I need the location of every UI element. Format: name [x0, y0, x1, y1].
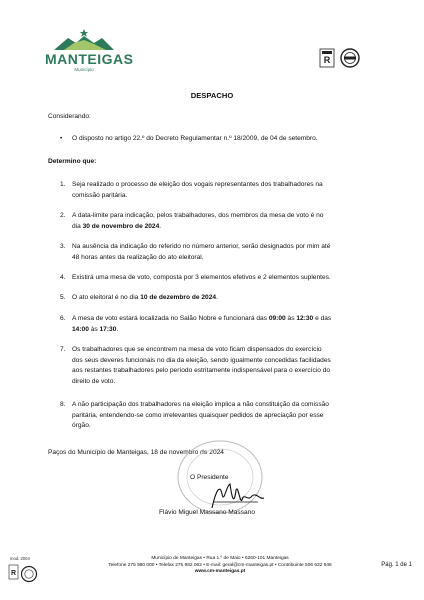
item-number: 3. [60, 243, 66, 250]
item-line: direito de voto. [72, 377, 116, 385]
footer-line: Telefone 275 980 000 • Telefax 275 982 062 • E-mail: geral@cm-manteigas.pt • Contribuinte 506 632 948 [108, 562, 332, 568]
item-line [72, 222, 372, 233]
mountain-logo-icon [54, 26, 114, 50]
signatory-name: Flávio Miguel Massano Massano [159, 509, 256, 516]
item-line: comissão paritária. [72, 191, 128, 199]
list-item [72, 400, 372, 432]
list-item [72, 211, 372, 232]
svg-text:R: R [10, 570, 17, 577]
item-text: . [159, 222, 162, 230]
footer-address [60, 556, 380, 576]
item-number: 1. [60, 181, 66, 188]
time-value: 09:00 [268, 315, 286, 322]
item-number: 8. [60, 401, 66, 408]
page-number: Pág. 1 de 1 [381, 562, 412, 568]
considerando-label: Considerando: [48, 113, 91, 120]
list-item [72, 273, 372, 284]
item-line [72, 325, 372, 336]
item-text: . [116, 325, 119, 333]
list-item [72, 293, 372, 304]
logo-name: MANTEIGAS [45, 51, 134, 67]
cert-letter: R [323, 55, 331, 65]
list-item [72, 345, 372, 387]
logo-subtitle: Município [74, 67, 94, 72]
item-number: 7. [60, 346, 66, 353]
footer-website-link[interactable]: www.cm-manteigas.pt [194, 569, 246, 574]
footer-line: Município de Manteigas • Rua 1.º de Maio • 6260-101 Manteigas [151, 556, 289, 561]
item-line [72, 314, 372, 325]
item-line: Seja realizado o processo de eleição dos vogais representantes dos trabalhadores na [72, 181, 323, 188]
signatory-role: O Presidente [190, 474, 229, 481]
list-item [72, 180, 372, 201]
item-line: 48 horas antes da realização do ato eleitoral. [72, 253, 204, 261]
item-line: A data-limite para indicação, pelos trabalhadores, dos membros da mesa de voto é no [72, 212, 324, 219]
item-number: 2. [60, 212, 66, 219]
item-line: aos restantes trabalhadores pelo período estritamente indispensável para o exercício do [72, 367, 331, 374]
item-line: A não participação dos trabalhadores na eleição implica a não constituição da comissão [72, 401, 329, 408]
item-text: às [88, 325, 100, 333]
list-item [72, 314, 372, 335]
item-text: O ato eleitoral é no dia [72, 294, 141, 301]
time-value: 14:00 [72, 325, 89, 333]
item-text: e das [313, 315, 332, 322]
closing-line: Paços do Município de Manteigas, 18 de novembro de 2024 [48, 449, 224, 456]
item-line: órgão. [72, 422, 91, 429]
item-text: . [216, 294, 218, 301]
item-line: dos seus deveres funcionais no dia da eleição, sendo igualmente concedidas facilidades [72, 356, 331, 364]
item-number: 4. [60, 274, 66, 281]
item-text: A mesa de voto estará localizada no Salão Nobre e funcionará das [72, 315, 269, 322]
list-item [72, 242, 372, 263]
document-title: DESPACHO [190, 91, 234, 100]
item-line: paritária, entendendo-se como irrelevantes quaisquer pedidos de apreciação por esse [72, 411, 324, 419]
item-number: 6. [60, 315, 66, 322]
time-value: 17:30 [99, 325, 117, 333]
item-text: às [285, 315, 297, 322]
footer-certification-icon [8, 563, 38, 587]
bullet-icon: • [60, 135, 63, 142]
certification-seal-icon [318, 47, 362, 69]
election-date: 10 de dezembro de 2024 [140, 294, 217, 301]
time-value: 12:30 [296, 315, 314, 322]
form-code: mod. 2004 [10, 556, 30, 561]
item-line: Na ausência da indicação do referido no número anterior, serão designados por mim até [72, 243, 331, 250]
considerando-item: O disposto no artigo 22.º do Decreto Regulamentar n.º 18/2009, de 04 de setembro. [72, 135, 318, 142]
municipality-logo [45, 26, 134, 72]
deadline-date: 30 de novembro de 2024 [82, 222, 160, 230]
item-line: Existirá uma mesa de voto, composta por 3 elementos efetivos e 2 elementos suplentes. [72, 274, 331, 281]
item-number: 5. [60, 294, 66, 301]
item-text: dia [72, 222, 83, 230]
item-line: Os trabalhadores que se encontrem na mesa de voto ficam dispensados do exercício [72, 346, 322, 353]
determino-label: Determino que: [48, 158, 97, 165]
